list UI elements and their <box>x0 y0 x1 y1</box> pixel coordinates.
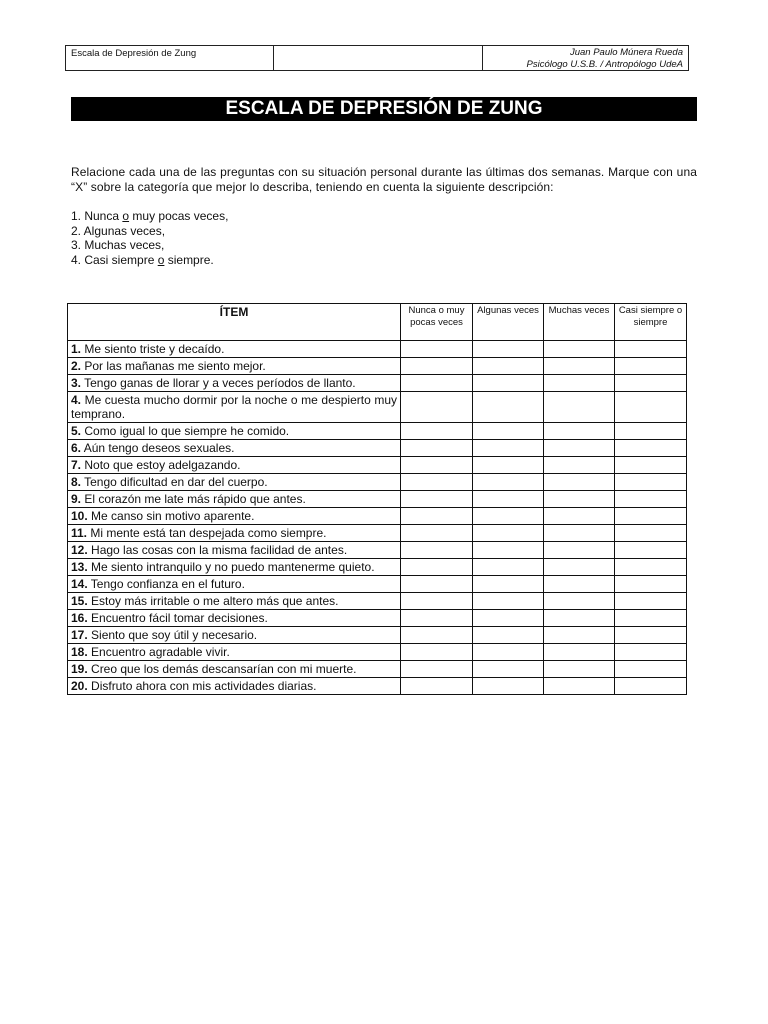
item-text <box>68 627 401 644</box>
answer-cell-never[interactable] <box>401 559 473 576</box>
item-text <box>68 661 401 678</box>
scale-item-4: 4. Casi siempre o siempre. <box>71 253 214 268</box>
answer-cell-sometimes[interactable] <box>473 423 544 440</box>
item-text <box>68 525 401 542</box>
answer-cell-often[interactable] <box>544 593 615 610</box>
answer-cell-sometimes[interactable] <box>473 474 544 491</box>
answer-cell-never[interactable] <box>401 508 473 525</box>
answer-cell-never[interactable] <box>401 678 473 695</box>
answer-cell-sometimes[interactable] <box>473 576 544 593</box>
answer-cell-often[interactable] <box>544 423 615 440</box>
item-number: 14. <box>71 577 88 591</box>
item-text <box>68 491 401 508</box>
table-row <box>68 559 687 576</box>
answer-cell-often[interactable] <box>544 341 615 358</box>
item-text <box>68 474 401 491</box>
answer-cell-often[interactable] <box>544 358 615 375</box>
item-text <box>68 423 401 440</box>
table-row <box>68 508 687 525</box>
answer-cell-never[interactable] <box>401 610 473 627</box>
answer-cell-sometimes[interactable] <box>473 457 544 474</box>
item-number: 11. <box>71 526 88 540</box>
answer-cell-sometimes[interactable] <box>473 440 544 457</box>
answer-cell-always[interactable] <box>615 678 687 695</box>
item-statement: Mi mente está tan despejada como siempre. <box>87 526 327 540</box>
answer-cell-sometimes[interactable] <box>473 542 544 559</box>
answer-cell-never[interactable] <box>401 525 473 542</box>
table-row <box>68 576 687 593</box>
answer-cell-often[interactable] <box>544 644 615 661</box>
item-number: 12. <box>71 543 88 557</box>
item-number: 19. <box>71 662 88 676</box>
answer-cell-always[interactable] <box>615 508 687 525</box>
scale-item-1: 1. Nunca o muy pocas veces, <box>71 209 229 223</box>
item-number: 3. <box>71 376 82 390</box>
item-statement: Hago las cosas con la misma facilidad de antes. <box>87 543 348 557</box>
item-number: 16. <box>71 611 88 625</box>
answer-cell-always[interactable] <box>615 392 687 423</box>
item-number: 7. <box>71 458 82 472</box>
answer-cell-never[interactable] <box>401 341 473 358</box>
header-blank-cell <box>274 46 483 70</box>
item-text <box>68 440 401 457</box>
answer-cell-never[interactable] <box>401 491 473 508</box>
answer-cell-sometimes[interactable] <box>473 341 544 358</box>
item-statement: Como igual lo que siempre he comido. <box>81 424 290 438</box>
item-text <box>68 542 401 559</box>
item-number: 5. <box>71 424 82 438</box>
table-row <box>68 610 687 627</box>
table-row <box>68 358 687 375</box>
table-row <box>68 423 687 440</box>
table-row <box>68 440 687 457</box>
answer-cell-never[interactable] <box>401 576 473 593</box>
item-text <box>68 610 401 627</box>
item-statement: Disfruto ahora con mis actividades diarias. <box>87 679 317 693</box>
answer-cell-often[interactable] <box>544 678 615 695</box>
header-author <box>483 46 688 70</box>
answer-cell-often[interactable] <box>544 627 615 644</box>
table-row <box>68 644 687 661</box>
item-number: 18. <box>71 645 88 659</box>
answer-cell-never[interactable] <box>401 457 473 474</box>
item-statement: Estoy más irritable o me altero más que antes. <box>87 594 339 608</box>
answer-cell-always[interactable] <box>615 542 687 559</box>
answer-cell-always[interactable] <box>615 610 687 627</box>
answer-cell-often[interactable] <box>544 661 615 678</box>
item-statement: Tengo dificultad en dar del cuerpo. <box>81 475 268 489</box>
table-row <box>68 593 687 610</box>
document-header <box>65 45 689 71</box>
item-statement: Tengo confianza en el futuro. <box>87 577 245 591</box>
table-row <box>68 525 687 542</box>
table-row <box>68 392 687 423</box>
item-text <box>68 678 401 695</box>
answer-cell-sometimes[interactable] <box>473 392 544 423</box>
item-number: 6. <box>71 441 82 455</box>
table-row <box>68 627 687 644</box>
answer-cell-sometimes[interactable] <box>473 508 544 525</box>
item-statement: Me siento triste y decaído. <box>81 342 225 356</box>
answer-cell-always[interactable] <box>615 559 687 576</box>
answer-cell-sometimes[interactable] <box>473 559 544 576</box>
item-text <box>68 559 401 576</box>
table-row <box>68 661 687 678</box>
instructions: Relacione cada una de las preguntas con su situación personal durante las últimas dos semanas. Marque con una “X” sobre la categoría que mejor lo describa, teniendo en cuenta la siguiente descripción: <box>71 165 697 194</box>
answer-cell-always[interactable] <box>615 440 687 457</box>
answer-cell-never[interactable] <box>401 423 473 440</box>
answer-cell-sometimes[interactable] <box>473 593 544 610</box>
answer-cell-often[interactable] <box>544 525 615 542</box>
answer-cell-always[interactable] <box>615 576 687 593</box>
answer-cell-always[interactable] <box>615 341 687 358</box>
item-statement: El corazón me late más rápido que antes. <box>81 492 306 506</box>
item-statement: Noto que estoy adelgazando. <box>81 458 241 472</box>
table-row <box>68 457 687 474</box>
answer-cell-sometimes[interactable] <box>473 610 544 627</box>
answer-cell-never[interactable] <box>401 627 473 644</box>
answer-cell-never[interactable] <box>401 375 473 392</box>
column-header-sometimes: Algunas veces <box>473 304 544 341</box>
item-statement: Siento que soy útil y necesario. <box>87 628 258 642</box>
answer-cell-never[interactable] <box>401 661 473 678</box>
answer-cell-often[interactable] <box>544 576 615 593</box>
answer-cell-sometimes[interactable] <box>473 627 544 644</box>
zung-items-table <box>67 303 687 695</box>
item-number: 20. <box>71 679 88 693</box>
item-text <box>68 508 401 525</box>
table-row <box>68 474 687 491</box>
item-number: 2. <box>71 359 82 373</box>
answer-cell-sometimes[interactable] <box>473 525 544 542</box>
item-statement: Aún tengo deseos sexuales. <box>81 441 235 455</box>
answer-cell-always[interactable] <box>615 358 687 375</box>
page-title: ESCALA DE DEPRESIÓN DE ZUNG <box>71 97 697 121</box>
item-number: 17. <box>71 628 88 642</box>
answer-cell-always[interactable] <box>615 457 687 474</box>
item-statement: Me canso sin motivo aparente. <box>87 509 255 523</box>
answer-cell-often[interactable] <box>544 474 615 491</box>
answer-cell-often[interactable] <box>544 508 615 525</box>
item-number: 13. <box>71 560 88 574</box>
answer-cell-always[interactable] <box>615 627 687 644</box>
answer-cell-often[interactable] <box>544 440 615 457</box>
table-row <box>68 678 687 695</box>
item-number: 1. <box>71 342 82 356</box>
answer-cell-often[interactable] <box>544 392 615 423</box>
item-text <box>68 375 401 392</box>
answer-cell-sometimes[interactable] <box>473 661 544 678</box>
column-header-item: ÍTEM <box>68 304 401 341</box>
answer-cell-never[interactable] <box>401 593 473 610</box>
item-statement: Me siento intranquilo y no puedo mantenerme quieto. <box>87 560 375 574</box>
table-row <box>68 542 687 559</box>
answer-cell-sometimes[interactable] <box>473 358 544 375</box>
answer-cell-never[interactable] <box>401 474 473 491</box>
answer-cell-always[interactable] <box>615 423 687 440</box>
item-statement: Por las mañanas me siento mejor. <box>81 359 266 373</box>
item-statement: Creo que los demás descansarían con mi muerte. <box>87 662 357 676</box>
header-form-name: Escala de Depresión de Zung <box>66 46 274 70</box>
answer-cell-always[interactable] <box>615 491 687 508</box>
table-row <box>68 375 687 392</box>
answer-cell-always[interactable] <box>615 474 687 491</box>
answer-cell-sometimes[interactable] <box>473 678 544 695</box>
answer-cell-never[interactable] <box>401 440 473 457</box>
table-header-row <box>68 304 687 341</box>
answer-cell-never[interactable] <box>401 358 473 375</box>
answer-cell-often[interactable] <box>544 559 615 576</box>
scale-description <box>71 209 471 268</box>
item-text <box>68 593 401 610</box>
item-text <box>68 576 401 593</box>
answer-cell-often[interactable] <box>544 610 615 627</box>
answer-cell-often[interactable] <box>544 375 615 392</box>
item-number: 9. <box>71 492 82 506</box>
item-statement: Encuentro fácil tomar decisiones. <box>87 611 268 625</box>
table-row <box>68 491 687 508</box>
answer-cell-never[interactable] <box>401 644 473 661</box>
item-statement: Tengo ganas de llorar y a veces períodos de llanto. <box>81 376 356 390</box>
answer-cell-sometimes[interactable] <box>473 644 544 661</box>
answer-cell-always[interactable] <box>615 525 687 542</box>
scale-item-2: 2. Algunas veces, <box>71 223 166 238</box>
header-author-name: Juan Paulo Múnera Rueda <box>569 47 683 58</box>
answer-cell-often[interactable] <box>544 491 615 508</box>
answer-cell-often[interactable] <box>544 542 615 559</box>
answer-cell-never[interactable] <box>401 392 473 423</box>
scale-item-3: 3. Muchas veces, <box>71 238 165 253</box>
answer-cell-often[interactable] <box>544 457 615 474</box>
item-number: 10. <box>71 509 88 523</box>
answer-cell-sometimes[interactable] <box>473 375 544 392</box>
answer-cell-never[interactable] <box>401 542 473 559</box>
item-text <box>68 341 401 358</box>
item-number: 8. <box>71 475 82 489</box>
column-header-always: Casi siempre o siempre <box>615 304 687 341</box>
item-text <box>68 358 401 375</box>
column-header-never: Nunca o muy pocas veces <box>401 304 473 341</box>
header-author-title: Psicólogo U.S.B. / Antropólogo UdeA <box>526 59 683 70</box>
item-number: 4. <box>71 393 82 407</box>
item-text <box>68 457 401 474</box>
answer-cell-always[interactable] <box>615 661 687 678</box>
answer-cell-always[interactable] <box>615 644 687 661</box>
answer-cell-always[interactable] <box>615 375 687 392</box>
table-row <box>68 341 687 358</box>
item-number: 15. <box>71 594 88 608</box>
answer-cell-sometimes[interactable] <box>473 491 544 508</box>
item-statement: Me cuesta mucho dormir por la noche o me despierto muy temprano. <box>71 393 397 421</box>
column-header-often: Muchas veces <box>544 304 615 341</box>
item-text <box>68 392 401 423</box>
item-statement: Encuentro agradable vivir. <box>87 645 230 659</box>
answer-cell-always[interactable] <box>615 593 687 610</box>
item-text <box>68 644 401 661</box>
